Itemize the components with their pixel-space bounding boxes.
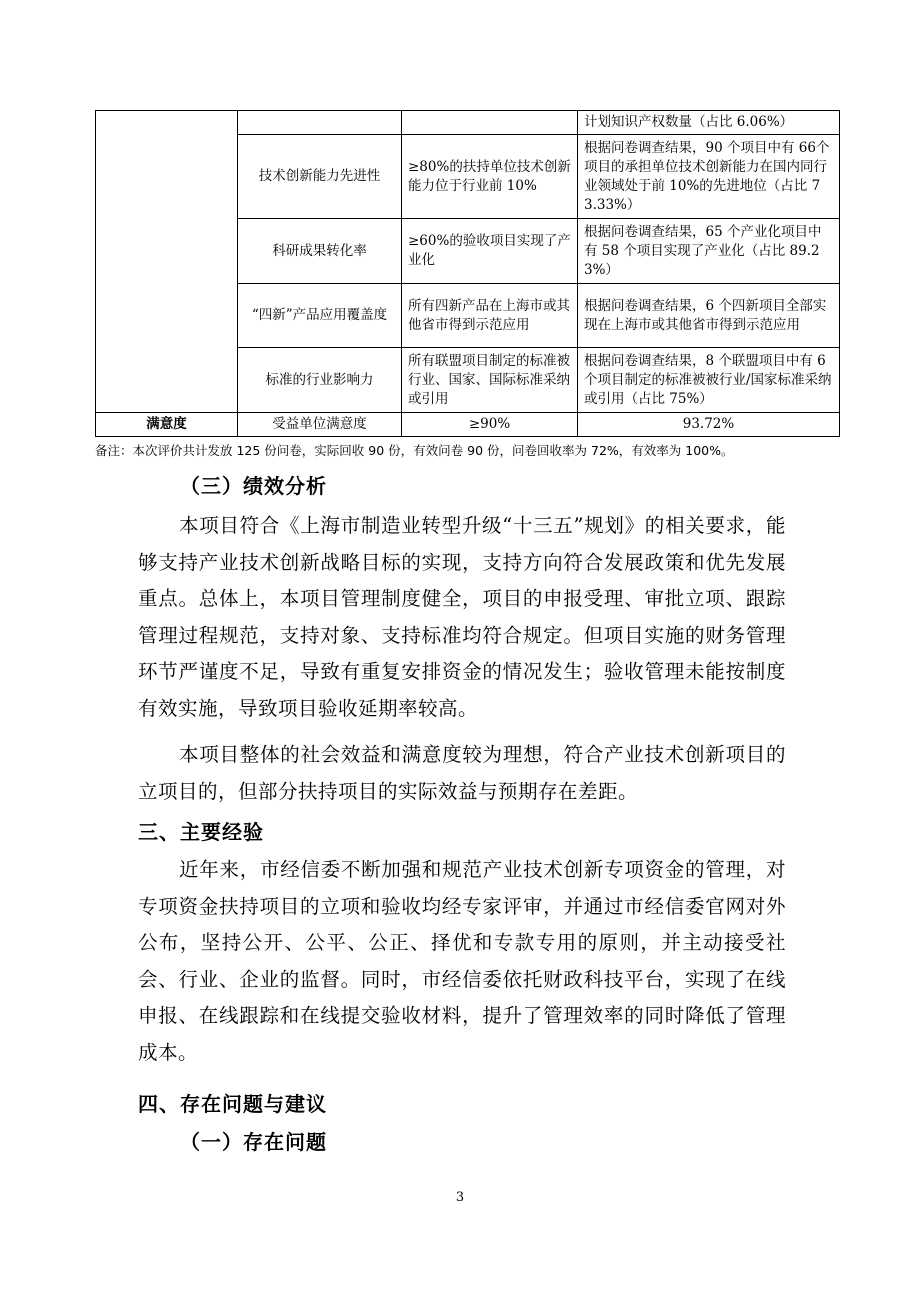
table-cell-category <box>96 111 238 413</box>
table-cell-standard <box>402 111 578 135</box>
table-cell-result: 93.72% <box>578 413 840 437</box>
table-cell-result: 根据问卷调查结果，6 个四新项目全部实现在上海市或其他省市得到示范应用 <box>578 284 840 348</box>
table-cell-indicator: 标准的行业影响力 <box>238 348 402 413</box>
table-cell-standard: 所有联盟项目制定的标准被行业、国家、国际标准采纳或引用 <box>402 348 578 413</box>
table-row <box>96 111 840 135</box>
section-heading-problems: 四、存在问题与建议 <box>138 1092 327 1116</box>
table-cell-indicator <box>238 111 402 135</box>
table-cell-indicator: 技术创新能力先进性 <box>238 135 402 219</box>
table-cell-standard: ≥80%的扶持单位技术创新能力位于行业前 10% <box>402 135 578 219</box>
table-cell-result: 根据问卷调查结果，90 个项目中有 66个项目的承担单位技术创新能力在国内同行业领域处于前 10%的先进地位（占比 73.33%） <box>578 135 840 219</box>
paragraph: 近年来，市经信委不断加强和规范产业技术创新专项资金的管理，对专项资金扶持项目的立项和验收均经专家评审，并通过市经信委官网对外公布，坚持公开、公平、公正、择优和专款专用的原则，并主动接受社会、行业、企业的监督。同时，市经信委依托财政科技平台，实现了在线申报、在线跟踪和在线提交验收材料，提升了管理效率的同时降低了管理成本。 <box>138 858 786 1064</box>
table-cell-indicator: 受益单位满意度 <box>238 413 402 437</box>
paragraph: 本项目整体的社会效益和满意度较为理想，符合产业技术创新项目的立项目的，但部分扶持项目的实际效益与预期存在差距。 <box>138 743 786 803</box>
section-heading-experience: 三、主要经验 <box>138 820 264 844</box>
table-row <box>96 413 840 437</box>
subsection-heading-problems: （一）存在问题 <box>180 1130 327 1154</box>
table-cell-standard: ≥90% <box>402 413 578 437</box>
table-note: 备注：本次评价共计发放 125 份问卷，实际回收 90 份，有效问卷 90 份，问卷回收率为 72%，有效率为 100%。 <box>95 443 734 458</box>
table-cell-result: 计划知识产权数量（占比 6.06%） <box>578 111 840 135</box>
table-cell-result: 根据问卷调查结果，8 个联盟项目中有 6 个项目制定的标准被被行业/国家标准采纳或引用（占比 75%） <box>578 348 840 413</box>
page-number: 3 <box>455 1190 465 1205</box>
table-cell-standard: 所有四新产品在上海市或其他省市得到示范应用 <box>402 284 578 348</box>
table-cell-standard: ≥60%的验收项目实现了产业化 <box>402 219 578 284</box>
section-heading-performance: （三）绩效分析 <box>180 474 327 498</box>
table-cell-result: 根据问卷调查结果，65 个产业化项目中有 58 个项目实现了产业化（占比 89.23%） <box>578 219 840 284</box>
table-cell-category: 满意度 <box>96 413 238 437</box>
paragraph: 本项目符合《上海市制造业转型升级“十三五”规划》的相关要求，能够支持产业技术创新战略目标的实现，支持方向符合发展政策和优先发展重点。总体上，本项目管理制度健全，项目的申报受理、审批立项、跟踪管理过程规范，支持对象、支持标准均符合规定。但项目实施的财务管理环节严谨度不足，导致有重复安排资金的情况发生；验收管理未能按制度有效实施，导致项目验收延期率较高。 <box>138 514 786 720</box>
table-cell-indicator: 科研成果转化率 <box>238 219 402 284</box>
metrics-table <box>95 110 840 437</box>
table-cell-indicator: “四新”产品应用覆盖度 <box>238 284 402 348</box>
